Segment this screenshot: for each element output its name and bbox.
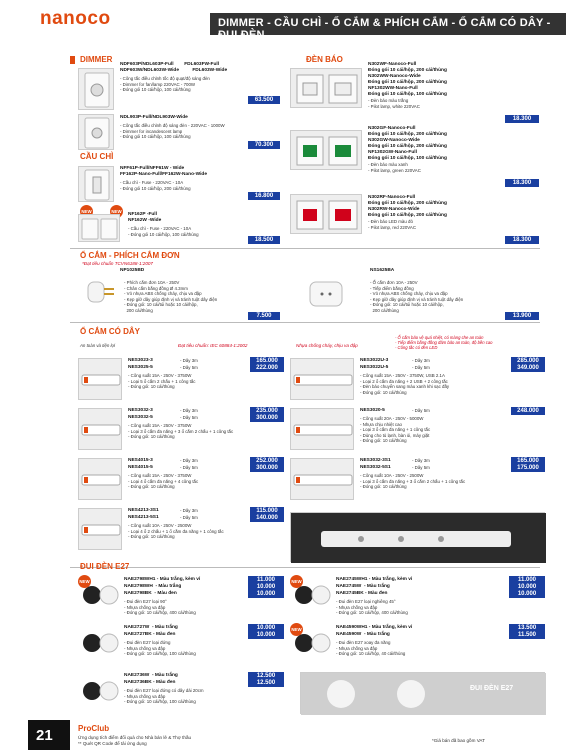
dimmer-2-spec: - Công tắc điều chỉnh độ sáng đèn - 220VAC - 1000W - Dimmer for incandescent lamp - Đóng gói 10 cái/hộp, 100 cái/thùng — [120, 123, 225, 140]
extension-cord-length: - Dây 3m — [180, 458, 198, 463]
extension-spec: - Công suất 15A - 250V - 3750W, USB 2.1A - Loại 2 ổ cắm đa năng + 2 USB + 2 công tắc - Đèn báo chuyển sang màu xanh khi sạc đầy - Đóng gói: 10 cái/thùng — [360, 373, 450, 395]
extension-code: NES4213-3S1 — [128, 508, 159, 513]
extension-price: 300.000 — [250, 464, 284, 472]
dimmer-2-codes: NDL903P-Full/NDL903W-Wide — [120, 115, 188, 120]
lamp-socket-price: 13.500 — [509, 624, 545, 632]
fuse-2-codes: NF162P -Full NF162W -Wide — [128, 212, 162, 223]
lamp-socket-price: 12.500 — [248, 672, 284, 680]
extension-image — [290, 458, 354, 500]
extension-image — [78, 408, 122, 450]
extension-left-list — [78, 356, 284, 556]
lamp-socket-code: NAE4590W - Màu trắng — [336, 632, 390, 637]
socket-e27-right-list — [290, 575, 545, 675]
brand-logo: nanoco — [40, 8, 111, 29]
e27-photo — [300, 672, 545, 714]
extension-item — [78, 456, 284, 504]
extension-item — [290, 406, 545, 454]
extension-cord-length: - Dây 5m — [412, 365, 430, 370]
fuse-1-codes: NFF61P-Full/NFF61W - Wide FF162P-Nano-Full/FF162W-Nano-Wide — [120, 166, 208, 177]
extension-item — [78, 406, 284, 454]
page-header — [0, 0, 566, 40]
section-marker — [70, 56, 75, 64]
extension-price: 349.000 — [511, 364, 545, 372]
lamp-socket-price: 11.000 — [248, 576, 284, 584]
dimmer-1-spec: - Công tắc điều chỉnh tốc độ quạt/độ sáng đèn - Dimmer for fan/lamp 220VAC - 700W - Đóng gói 10 cái/hộp, 100 cái/thùng — [120, 76, 210, 93]
lamp-socket-item — [290, 623, 545, 669]
lamp-socket-spec: - Đui đèn E27 loại nghiêng 45° - Nhựa chống va đập - Đóng gói: 10 cái/hộp, 400 cái/thùng — [336, 599, 408, 616]
socket-e27-left-list — [78, 575, 284, 715]
plug-code: NP1025BD — [120, 268, 145, 273]
lamp-socket-code: NAE2727W - Màu trắng — [124, 625, 178, 630]
lamp-socket-code: NAE2745W - Màu trắng — [336, 584, 390, 589]
extension-code: NES3025-5 — [128, 365, 153, 370]
standard-note: *Đạt tiêu chuẩn TCVN6188-1:2007 — [82, 261, 153, 266]
lamp-socket-code: NAE4590WH1 - Màu trắng, kèm vỉ — [336, 625, 413, 630]
section-cau-chi-title: CẦU CHÌ — [80, 152, 114, 161]
extension-price: 300.000 — [250, 414, 284, 422]
footer-note-2: ** Quét QR Code để tải ứng dụng — [78, 740, 147, 746]
extension-image — [290, 408, 354, 450]
extension-price: 235.000 — [250, 407, 284, 415]
extension-price: 140.000 — [250, 514, 284, 522]
pilot-white-spec: - Đèn báo màu trắng - Pilot lamp, white 220VAC — [368, 98, 420, 109]
lamp-socket-spec: - Đui đèn E27 loại 90° - Nhựa chống va đập - Đóng gói: 10 cái/hộp, 400 cái/thùng — [124, 599, 196, 616]
dimmer-1-price: 63.500 — [248, 96, 280, 104]
footer-note — [78, 735, 308, 746]
page-number: 21 — [28, 720, 70, 750]
extension-cord-length: - Dây 5m — [180, 415, 198, 420]
extension-code: NES4213-5S1 — [128, 515, 159, 520]
extension-cord-length: - Dây 5m — [180, 465, 198, 470]
extension-spec: - Công suất 15A - 250V - 3750W - Loại 4 ổ cắm đa năng + 4 công tắc - Đóng gói: 10 cái/thùng — [128, 473, 199, 490]
fuse-1-price: 16.800 — [248, 192, 280, 200]
pilot-white-image — [290, 68, 362, 108]
lamp-socket-image — [80, 627, 120, 665]
dimmer-2-price: 70.300 — [248, 141, 280, 149]
extension-right-list — [290, 356, 545, 506]
extension-code: NES3023-3 — [128, 358, 153, 363]
pilot-green-price: 18.300 — [505, 179, 539, 187]
extension-spec: - Công suất 15A - 250V - 3750W - Loại 3 ổ cắm đa năng + 3 ổ cắm 2 chấu + 1 công tắc - Đóng gói: 10 cái/thùng — [128, 423, 234, 440]
vat-note: *Giá bán đã bao gồm VAT — [432, 738, 485, 743]
lamp-socket-code: NAE2727BK - Màu đen — [124, 632, 176, 637]
lamp-socket-item — [78, 671, 284, 717]
extension-code: NES3022U-3 — [360, 358, 389, 363]
lamp-socket-price: 11.500 — [509, 631, 545, 639]
lamp-socket-price: 10.000 — [509, 583, 545, 591]
socket-spec: - Ổ cắm đơn 10A - 250V - Tiếp điểm bằng đồng - Vỏ nhựa ABS chống cháy, chịu va đập - Kẹp giữ dây giúp định vị và tránh tuột dây điện - Đóng gói: 10 cái/túi hoặc 10 cái/hộp, 200 cái/thùng — [370, 280, 464, 313]
section-dui-den-title: ĐUI ĐÈN E27 — [80, 562, 130, 571]
fuse-2-spec: - Cầu chì - Fuse - 220VAC - 10A - Đóng gói 10 cái/hộp, 100 cái/thùng — [128, 226, 199, 237]
lamp-socket-code: NAE2798BK - Màu đen — [124, 591, 177, 596]
feature-notes: - Ổ cắm bảo vệ quá nhiệt, có màng che an toàn - Tiếp điểm bằng đồng đảm bảo an toàn, độ bền cao - Công tắc có đèn LED — [395, 335, 493, 351]
extension-cord-length: - Dây 3m — [412, 458, 430, 463]
extension-price: 285.000 — [511, 357, 545, 365]
extension-photo — [290, 512, 545, 562]
extension-price: 252.000 — [250, 457, 284, 465]
new-badge: NEW — [290, 575, 303, 588]
extension-image — [78, 358, 122, 400]
lamp-socket-price: 10.000 — [509, 590, 545, 598]
extension-spec: - Công suất 15A - 250V - 3750W - Loại 5 ổ cắm 2 chấu + 1 công tắc - Đóng gói: 10 cái/thùng — [128, 373, 196, 390]
new-badge: NEW — [110, 205, 123, 218]
lamp-socket-price: 10.000 — [248, 631, 284, 639]
extension-image — [290, 358, 354, 400]
extension-code: NES4015-5 — [128, 465, 153, 470]
fuse-1-spec: - Cầu chì - Fuse - 220VAC - 10A - Đóng gói 10 cái/hộp, 200 cái/thùng — [120, 180, 191, 191]
new-badge: NEW — [290, 623, 303, 636]
extension-code: NES3032-5 — [128, 415, 153, 420]
extension-price: 222.000 — [250, 364, 284, 372]
lamp-socket-code: NAE2745BK - Màu đen — [336, 591, 388, 596]
extension-cord-length: - Dây 5m — [180, 365, 198, 370]
lamp-socket-code: NAE2745WH1 - Màu trắng, kèm vỉ — [336, 577, 413, 582]
extension-item — [290, 456, 545, 504]
extension-price: 165.000 — [511, 457, 545, 465]
extension-image — [78, 458, 122, 500]
iec-standard: Đạt tiêu chuẩn: IEC 60884-1:2002 — [178, 343, 248, 348]
page-title: DIMMER - CẦU CHÌ - Ổ CẮM & PHÍCH CẮM - Ổ CẮM CÓ DÂY - ĐUI ĐÈN — [210, 13, 566, 35]
extension-cord-length: - Dây 3m — [412, 358, 430, 363]
extension-item — [290, 356, 545, 404]
extension-item — [78, 356, 284, 404]
section-o-cam-co-day-title: Ổ CẮM CÓ DÂY — [80, 327, 140, 336]
extension-price: 165.000 — [250, 357, 284, 365]
extension-cord-length: - Dây 5m — [412, 465, 430, 470]
plug-spec: - Phích cắm đơn 10A - 250V - Chân cắm bằng đồng Ø 4.3mm - Vỏ nhựa ABS chống cháy, chịu va đập - Kẹp giữ dây giúp định vị và tránh tuột dây điện - Đóng gói: 10 cái/túi hoặc 10 cái/hộp, 200 cái/thùng — [124, 280, 218, 313]
extension-cord-length: - Dây 3m — [180, 358, 198, 363]
pilot-red-codes: N302RF-Nanoco-Full Đóng gói 10 cái/hộp, 200 cái/thùng N302RW-Nanoco-Wide Đóng gói 10 cái/hộp, 200 cái/thùng — [368, 195, 447, 218]
lamp-socket-price: 12.500 — [248, 679, 284, 687]
lamp-socket-spec: - Đui đèn E27 xoay đa năng - Nhựa chống va đập - Đóng gói: 10 cái/hộp, 40 cái/thùng — [336, 640, 406, 657]
new-badge: NEW — [78, 575, 91, 588]
lamp-socket-price: 10.000 — [248, 624, 284, 632]
extension-code: NES3032-5S1 — [360, 465, 391, 470]
socket-image — [306, 276, 346, 312]
section-phich-title: Ổ CẮM - PHÍCH CẮM ĐƠN — [80, 251, 180, 260]
lamp-socket-image — [80, 675, 120, 713]
lamp-socket-price: 10.000 — [248, 583, 284, 591]
socket-price: 13.900 — [505, 312, 539, 320]
lamp-socket-item — [78, 575, 284, 621]
extension-price: 248.000 — [511, 407, 545, 415]
pilot-white-price: 18.300 — [505, 115, 539, 123]
lamp-socket-code: NAE2798WH - Màu trắng — [124, 584, 182, 589]
extension-code: NES3022U-5 — [360, 365, 389, 370]
e27-photo-label: ĐUI ĐÈN E27 — [470, 685, 514, 692]
fireproof-note: Nhựa chống cháy, chịu va đập — [296, 343, 358, 348]
fuse-1-image — [78, 166, 114, 202]
extension-code: NES3020-5 — [360, 408, 385, 413]
extension-cord-length: - Dây 5m — [412, 408, 430, 413]
pilot-green-codes: N302GF-Nanoco-Full Đóng gói 10 cái/hộp, 200 cái/thùng N302GW-Nanoco-Wide Đóng gói 10 cái/hộp, 200 cái/thùng NF1302GW-Nano-Full Đóng gói 10 cái/hộp, 100 cái/thùng — [368, 126, 447, 161]
dimmer-image — [78, 68, 114, 110]
lamp-socket-code: NAE2798WH1 - Màu trắng, kèm vỉ — [124, 577, 201, 582]
proclub-logo: ProClub — [78, 724, 110, 733]
extension-code: NES3032-3 — [128, 408, 153, 413]
extension-price: 115.000 — [250, 507, 284, 515]
pilot-green-spec: - Đèn báo màu xanh - Pilot lamp, green 220VAC — [368, 162, 421, 173]
extension-item — [78, 506, 284, 554]
divider — [70, 567, 540, 568]
new-badge: NEW — [80, 205, 93, 218]
extension-spec: - Công suất 10A - 250V - 2500W - Loại 4 ổ 2 chấu + 1 ổ cắm đa năng + 1 công tắc - Đóng gói: 10 cái/thùng — [128, 523, 224, 540]
section-den-bao-title: ĐÈN BÁO — [306, 55, 343, 64]
extension-spec: - Công suất 10A - 250V - 2500W - Loại 3 ổ cắm đa năng + 3 ổ cắm 2 chấu + 1 công tắc - Đóng gói: 10 cái/thùng — [360, 473, 466, 490]
pilot-red-spec: - Đèn báo LED màu đỏ - Pilot lamp, red 220VAC — [368, 219, 416, 230]
fuse-2-price: 18.500 — [248, 236, 280, 244]
socket-code: NS1625BA — [370, 268, 395, 273]
lamp-socket-code: NAE2736BK - Màu đen — [124, 680, 176, 685]
footer-note-1: Ứng dụng tích điểm đổi quà cho Nhà bán lẻ & Thợ thầu — [78, 735, 192, 740]
section-dimmer-title: DIMMER — [80, 55, 113, 64]
lamp-socket-code: NAE2736W - Màu trắng — [124, 673, 178, 678]
lamp-socket-spec: - Đui đèn E27 loại đứng - Nhựa chống va đập - Đóng gói: 10 cái/hộp, 100 cái/thùng — [124, 640, 196, 657]
pilot-green-image — [290, 130, 362, 170]
divider — [70, 322, 540, 323]
pilot-red-image — [290, 194, 362, 234]
extension-cord-length: - Dây 3m — [180, 408, 198, 413]
lamp-socket-item — [78, 623, 284, 669]
dimmer-2-image — [78, 114, 114, 150]
lamp-socket-price: 11.000 — [509, 576, 545, 584]
dimmer-1-codes: NDF603P/NDL603P-Full FDL603FW-Full NDF603W/NDL603W-Wide FDL603W-Wide — [120, 62, 228, 73]
extension-code: NES3032-3S1 — [360, 458, 391, 463]
pilot-red-price: 18.300 — [505, 236, 539, 244]
extension-spec: - Công suất 20A - 250V - 5000W - Nhựa chịu nhiệt cao - Loại 3 ổ cắm đa năng + 1 công tắc - Dùng cho tủ lạnh, bàn ủi, máy giặt - Đóng gói: 10 cái/thùng — [360, 416, 431, 444]
plug-image — [80, 270, 116, 310]
extension-cord-length: - Dây 5m — [180, 515, 198, 520]
plug-price: 7.500 — [248, 312, 280, 320]
extension-cord-length: - Dây 3m — [180, 508, 198, 513]
lamp-socket-item — [290, 575, 545, 621]
extension-price: 175.000 — [511, 464, 545, 472]
extension-image — [78, 508, 122, 550]
pilot-white-codes: N302WF-Nanoco-Full Đóng gói 10 cái/hộp, 200 cái/thùng N302WW-Nanoco-Wide Đóng gói 10 cái/hộp, 200 cái/thùng NF1302WW-Nano-Full Đóng gói 10 cái/hộp, 100 cái/thùng — [368, 62, 447, 97]
extension-code: NES4015-3 — [128, 458, 153, 463]
safety-note: An toàn và tiện lợi — [80, 343, 116, 348]
fuse-2-image — [78, 214, 120, 242]
lamp-socket-price: 10.000 — [248, 590, 284, 598]
lamp-socket-spec: - Đui đèn E27 loại đứng có dây dài 20cm - Nhựa chống va đập - Đóng gói: 10 cái/hộp, 100 cái/thùng — [124, 688, 204, 705]
divider — [70, 248, 540, 249]
